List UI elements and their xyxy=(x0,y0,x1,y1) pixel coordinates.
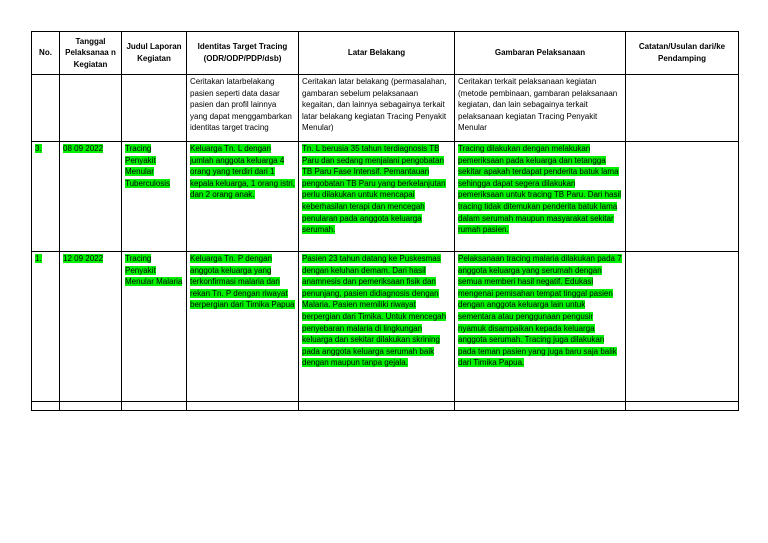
guide-gambaran: Ceritakan terkait pelaksanaan kegiatan (metode pembinaan, gambaran pelaksanaan kegiatan, dan lain sebagainya terkait pelaksanaan kegiatan Tracing Penyakit Menular xyxy=(455,75,626,142)
row-catatan xyxy=(626,142,739,252)
row-judul: Tracing Penyakit Menular Malaria xyxy=(122,252,187,402)
guide-catatan-cell xyxy=(626,75,739,142)
header-catatan: Catatan/Usulan dari/ke Pendamping xyxy=(626,32,739,75)
row-latar: Pasien 23 tahun datang ke Puskesmas dengan keluhan demam. Dari hasil anamnesis dan pemeriksaan fisik dan penunjang, pasien didiagnosis dengan Malaria. Pasien memiliki riwayat berpergian dari Timika. Untuk mencegah penyebaran malaria di lingkungan keluarga dan sekitar dilakukan skrining pada anggota keluarga serumah baik dengan maupun tanpa gejala. xyxy=(299,252,455,402)
guide-identitas: Ceritakan latarbelakang pasien seperti data dasar pasien dan profil lainnya yang dapat menggambarkan identitas target tracing xyxy=(187,75,299,142)
report-table xyxy=(31,31,739,411)
row-gambaran: Pelaksanaan tracing malaria dilakukan pada 7 anggota keluarga yang serumah dengan semua memberi hasil negatif. Edukasi mengenai pemisahan tempat tinggal pasien dengan anggota keluarga lain untuk sementara atau penggunaan pengusir nyamuk disampaikan kepada keluarga anggota serumah. Tracing juga dilakukan pada teman pasien yang juga baru saja balik dari Timika Papua. xyxy=(455,252,626,402)
header-row xyxy=(32,32,739,75)
guide-judul-cell xyxy=(122,75,187,142)
table-row xyxy=(32,142,739,252)
guide-row xyxy=(32,75,739,142)
header-no: No. xyxy=(32,32,60,75)
header-judul: Judul Laporan Kegiatan xyxy=(122,32,187,75)
guide-latar: Ceritakan latar belakang (permasalahan, gambaran sebelum pelaksanaan kegaitan, dan lainnya sebagainya terkait latar belakang kegiatan Tracing Penyakit Menular) xyxy=(299,75,455,142)
header-gambaran: Gambaran Pelaksanaan xyxy=(455,32,626,75)
guide-no-cell xyxy=(32,75,60,142)
row-no: 3. xyxy=(32,142,60,252)
table-row xyxy=(32,252,739,402)
row-latar: Tn. L berusia 35 tahun terdiagnosis TB Paru dan sedang menjalani pengobatan TB Paru Fase Intensif. Pemantauan pengobatan TB Paru yang berkelanjutan perlu dilakukan untuk mencapai keberhasilan terapi dan mencegah penularan pada anggota keluarga serumah. xyxy=(299,142,455,252)
empty-row xyxy=(32,402,739,411)
row-identitas: Keluarga Tn. L dengan jumlah anggota keluarga 4 orang yang terdiri dari 1 kepala keluarga, 1 orang istri, dan 2 orang anak. xyxy=(187,142,299,252)
row-tanggal: 08 09 2022 xyxy=(60,142,122,252)
header-tanggal: Tanggal Pelaksanaa n Kegiatan xyxy=(60,32,122,75)
header-latar: Latar Belakang xyxy=(299,32,455,75)
row-tanggal: 12 09 2022 xyxy=(60,252,122,402)
row-no: 1. xyxy=(32,252,60,402)
row-identitas: Keluarga Tn. P dengan anggota keluarga yang terkonfirmasi malaria dan rekan Tn. P dengan riwayat berpergian dari Timika Papua xyxy=(187,252,299,402)
row-catatan xyxy=(626,252,739,402)
guide-tanggal-cell xyxy=(60,75,122,142)
row-judul: Tracing Penyakit Menular Tuberculosis xyxy=(122,142,187,252)
header-identitas: Identitas Target Tracing (ODR/ODP/PDP/dsb) xyxy=(187,32,299,75)
row-gambaran: Tracing dilakukan dengan melakukan pemeriksaan pada keluarga dan tetangga sekitar apakah terdapat penderita batuk lama sehingga dapat segera dilakukan pemeriksaan untuk tracing TB Paru. Dari hasil tracing tidak ditemukan penderita batuk lama dalam serumah maupun masyarakat sekitar rumah pasien. xyxy=(455,142,626,252)
